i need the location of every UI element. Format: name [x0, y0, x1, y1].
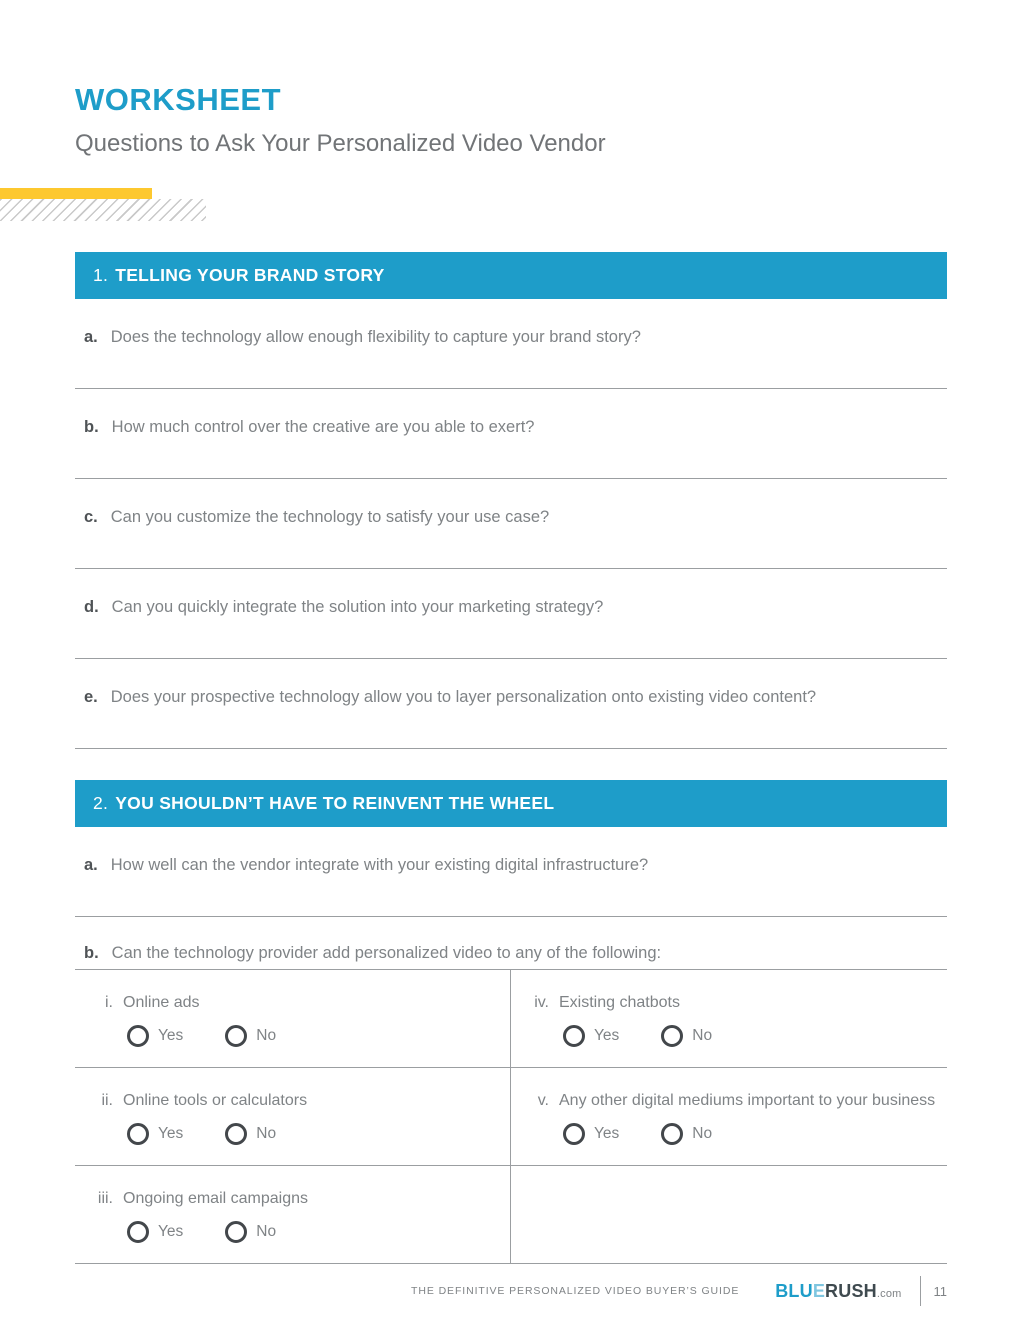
question-label: b. — [84, 418, 99, 436]
option-title — [511, 1090, 947, 1111]
no-label: No — [692, 1027, 713, 1044]
option-empty-cell — [511, 1166, 947, 1264]
option-numeral: i. — [105, 994, 113, 1011]
option-title — [511, 992, 947, 1013]
option-online-ads — [75, 970, 511, 1068]
option-numeral: ii. — [101, 1092, 113, 1109]
section-title: TELLING YOUR BRAND STORY — [115, 265, 385, 285]
option-title — [75, 992, 510, 1013]
question-text: Does the technology allow enough flexibility to capture your brand story? — [110, 328, 641, 346]
question-1e — [75, 659, 947, 749]
option-text: Online ads — [123, 994, 200, 1011]
question-label: b. — [84, 944, 99, 962]
option-text: Existing chatbots — [559, 994, 680, 1011]
option-title — [75, 1090, 510, 1111]
question-1c — [75, 479, 947, 569]
yes-label: Yes — [594, 1027, 620, 1044]
option-numeral: iv. — [534, 994, 549, 1011]
page-number: 11 — [933, 1283, 947, 1299]
section-1-header — [75, 252, 947, 299]
bluerush-logo — [775, 1281, 901, 1302]
yes-label: Yes — [594, 1125, 620, 1142]
no-label: No — [256, 1223, 277, 1240]
radio-no[interactable] — [225, 1123, 247, 1145]
diagonal-hatch-pattern — [0, 199, 206, 221]
question-label: d. — [84, 598, 99, 616]
option-radios — [75, 1221, 510, 1243]
options-grid — [75, 970, 947, 1264]
question-1a — [75, 299, 947, 389]
page-footer — [411, 1276, 947, 1306]
brand-blu: BLU — [775, 1280, 813, 1301]
radio-no[interactable] — [225, 1025, 247, 1047]
option-online-tools — [75, 1068, 511, 1166]
guide-title: THE DEFINITIVE PERSONALIZED VIDEO BUYER’S GUIDE — [411, 1285, 740, 1297]
option-numeral: iii. — [97, 1190, 113, 1207]
footer-divider — [920, 1276, 921, 1306]
option-radios — [511, 1025, 947, 1047]
yellow-accent-bar — [0, 188, 152, 199]
question-label: a. — [84, 856, 98, 874]
question-1d — [75, 569, 947, 659]
question-text: How well can the vendor integrate with your existing digital infrastructure? — [110, 856, 649, 874]
option-existing-chatbots — [511, 970, 947, 1068]
radio-yes[interactable] — [127, 1025, 149, 1047]
option-text: Ongoing email campaigns — [123, 1190, 308, 1207]
content-column — [75, 252, 947, 1264]
radio-yes[interactable] — [127, 1221, 149, 1243]
question-text: Does your prospective technology allow you to layer personalization onto existing video content? — [110, 688, 817, 706]
question-label: c. — [84, 508, 98, 526]
question-label: a. — [84, 328, 98, 346]
section-number: 2. — [93, 793, 109, 813]
question-text: Can you customize the technology to satisfy your use case? — [110, 508, 550, 526]
option-email-campaigns — [75, 1166, 511, 1264]
page-header — [0, 0, 1024, 158]
question-1b — [75, 389, 947, 479]
question-text: How much control over the creative are you able to exert? — [111, 418, 535, 436]
option-text: Any other digital mediums important to your business — [559, 1092, 936, 1109]
radio-yes[interactable] — [563, 1123, 585, 1145]
yes-label: Yes — [158, 1125, 184, 1142]
option-radios — [511, 1123, 947, 1145]
option-numeral: v. — [537, 1092, 549, 1109]
yes-label: Yes — [158, 1027, 184, 1044]
accent-decoration — [0, 188, 1024, 221]
question-text: Can the technology provider add personalized video to any of the following: — [111, 944, 662, 962]
question-label: e. — [84, 688, 98, 706]
no-label: No — [256, 1125, 277, 1142]
option-text: Online tools or calculators — [123, 1092, 308, 1109]
page-title: WORKSHEET — [75, 82, 281, 117]
option-other-digital-mediums — [511, 1068, 947, 1166]
radio-no[interactable] — [661, 1123, 683, 1145]
radio-no[interactable] — [661, 1025, 683, 1047]
question-2b — [75, 917, 947, 970]
brand-rush: RUSH — [825, 1280, 877, 1301]
no-label: No — [692, 1125, 713, 1142]
radio-yes[interactable] — [127, 1123, 149, 1145]
option-radios — [75, 1025, 510, 1047]
radio-yes[interactable] — [563, 1025, 585, 1047]
option-radios — [75, 1123, 510, 1145]
section-title: YOU SHOULDN’T HAVE TO REINVENT THE WHEEL — [115, 793, 555, 813]
question-2a — [75, 827, 947, 917]
radio-no[interactable] — [225, 1221, 247, 1243]
question-text: Can you quickly integrate the solution into your marketing strategy? — [111, 598, 604, 616]
option-title — [75, 1188, 510, 1209]
brand-domain: .com — [876, 1287, 902, 1300]
section-2-header — [75, 780, 947, 827]
brand-e: E — [812, 1280, 826, 1301]
page-subtitle: Questions to Ask Your Personalized Video Vendor — [75, 130, 606, 157]
yes-label: Yes — [158, 1223, 184, 1240]
section-number: 1. — [93, 265, 109, 285]
no-label: No — [256, 1027, 277, 1044]
